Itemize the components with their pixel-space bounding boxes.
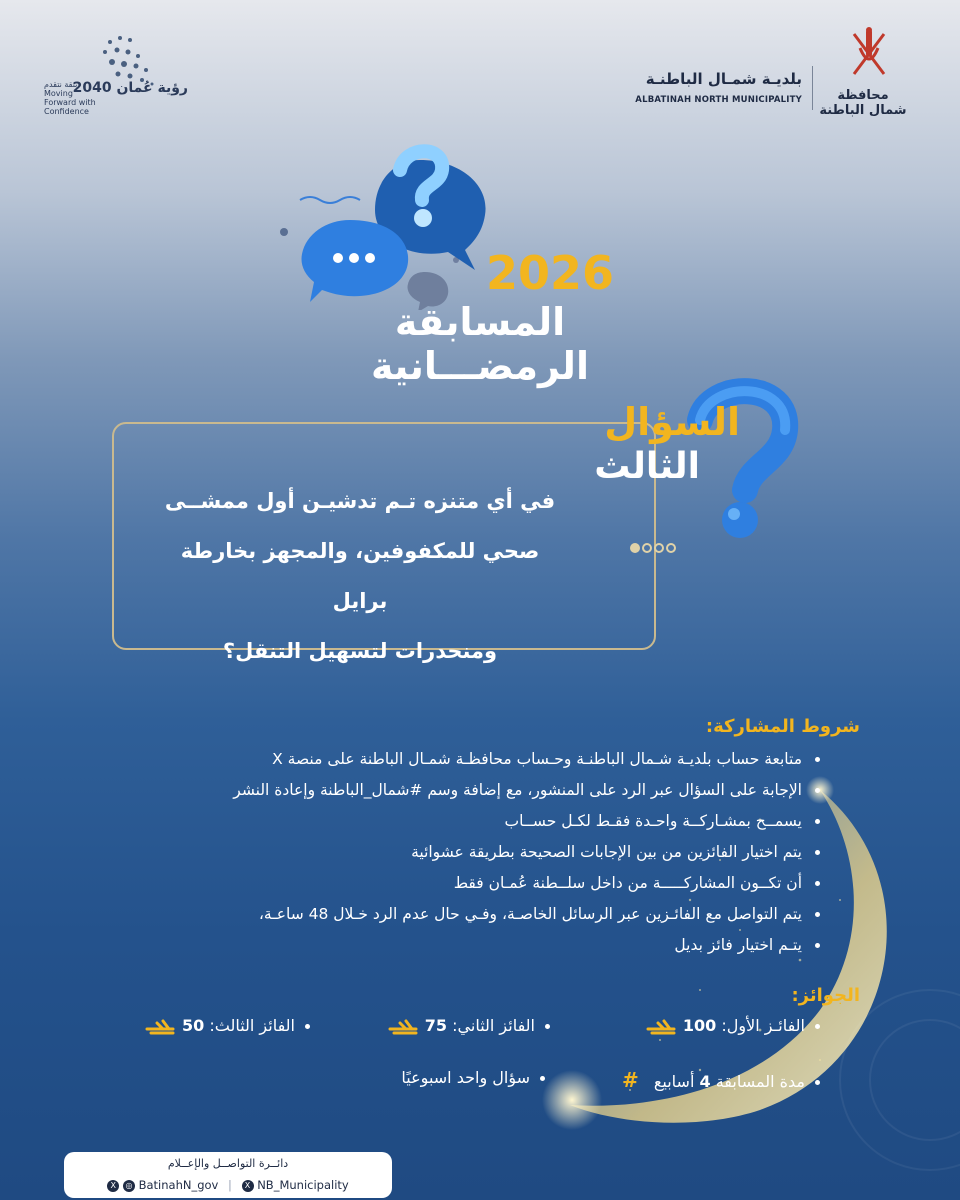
- prize-third: [143, 1016, 310, 1035]
- question-text-line1: في أي متنزه تـم تدشيـن أول ممشــى: [164, 489, 556, 513]
- vision-logo-text: رؤية عُمان 2040: [72, 80, 188, 96]
- dot: [630, 543, 640, 553]
- condition-item: يتم التواصل مع الفائـزين عبر الرسائل الخاصـة، وفـي حال عدم الرد خـلال 48 ساعـة،: [90, 899, 820, 930]
- dot: [666, 543, 676, 553]
- competition-duration: [622, 1068, 820, 1092]
- question-label-line2: الثالث: [594, 446, 700, 487]
- governorate-name-ar: محافظة شمال الباطنة: [819, 88, 907, 118]
- duration-label: مدة المسابقة: [715, 1072, 805, 1091]
- conditions-title: شروط المشاركة:: [705, 716, 860, 737]
- duration-value: 4: [699, 1072, 711, 1091]
- header-divider: [812, 66, 813, 110]
- dots-decoration: [630, 538, 678, 557]
- competition-title: المسابقة الرمضـــانية: [371, 300, 589, 388]
- condition-item: الإجابة على السؤال عبر الرد على المنشور، مع إضافة وسم #شمال_الباطنة وإعادة النشر: [90, 775, 820, 806]
- prize-first: [644, 1016, 820, 1035]
- prize-second-label: الفائز الثاني:: [452, 1016, 535, 1035]
- omani-rial-icon: [143, 1019, 177, 1035]
- duration-unit: أسابيع: [653, 1072, 695, 1091]
- x-icon: X: [242, 1180, 254, 1192]
- question-text: [150, 476, 570, 676]
- prize-first-label: الفائـز الأول:: [721, 1016, 805, 1035]
- question-text-line2: صحي للمكفوفين، والمجهز بخارطة برايل: [180, 539, 540, 613]
- condition-item-continued: [90, 930, 820, 961]
- dot: [642, 543, 652, 553]
- question-label-line1: السؤال: [604, 400, 740, 444]
- speech-bubbles-icon: [270, 140, 500, 310]
- prizes-title: الجوائز:: [791, 985, 860, 1006]
- prize-second-value: 75: [424, 1016, 448, 1035]
- municipality-name-ar: بلديـة شمـال الباطنـة: [645, 70, 802, 88]
- moon-glow: [542, 1070, 602, 1130]
- prize-second: [386, 1016, 550, 1035]
- question-text-line3: ومنحدرات لتسهيل التنقل؟: [222, 639, 498, 663]
- dot: [654, 543, 664, 553]
- vision-tagline-en: Moving Forward with Confidence: [44, 89, 96, 116]
- prize-third-label: الفائز الثالث:: [209, 1016, 295, 1035]
- competition-year: 2026: [485, 246, 615, 300]
- prize-third-value: 50: [181, 1016, 205, 1035]
- handle-right[interactable]: NB_Municipality: [257, 1178, 349, 1192]
- vision-tagline-ar: بثقة نتقدم: [44, 80, 78, 89]
- condition-item: يسمــح بمشـاركــة واحـدة فقـط لكـل حســاب: [90, 806, 820, 837]
- weekly-question-text: سؤال واحد اسبوعيًا: [401, 1068, 530, 1087]
- municipality-name-en: ALBATINAH NORTH MUNICIPALITY: [635, 95, 802, 105]
- handle-left[interactable]: BatinahN_gov: [138, 1178, 219, 1192]
- conditions-list: [90, 744, 820, 961]
- condition-item: أن تكــون المشاركـــــة من داخل سلــطنة عُمـان فقط: [90, 868, 820, 899]
- condition-item: متابعة حساب بلديـة شـمال الباطنـة وحـساب محافظـة شمـال الباطنة على منصة X: [90, 744, 820, 775]
- condition-continuation-text: يتـم اختيار فائز بديل: [674, 936, 802, 954]
- omani-rial-icon: [644, 1019, 678, 1035]
- footer-department: دائــرة التواصــل والإعــلام: [167, 1157, 289, 1170]
- weekly-question: [401, 1068, 545, 1087]
- x-icon: X: [107, 1180, 119, 1192]
- oman-emblem-icon: [846, 26, 892, 82]
- footer-social-handles: [64, 1178, 392, 1192]
- condition-item: يتم اختيار الفائزين من بين الإجابات الصحيحة بطريقة عشوائية: [90, 837, 820, 868]
- omani-rial-icon: [386, 1019, 420, 1035]
- instagram-icon: ◎: [123, 1180, 135, 1192]
- hash-icon: #: [622, 1068, 639, 1092]
- prize-first-value: 100: [682, 1016, 717, 1035]
- footer-separator: |: [228, 1178, 232, 1192]
- vision-tagline: [44, 80, 194, 116]
